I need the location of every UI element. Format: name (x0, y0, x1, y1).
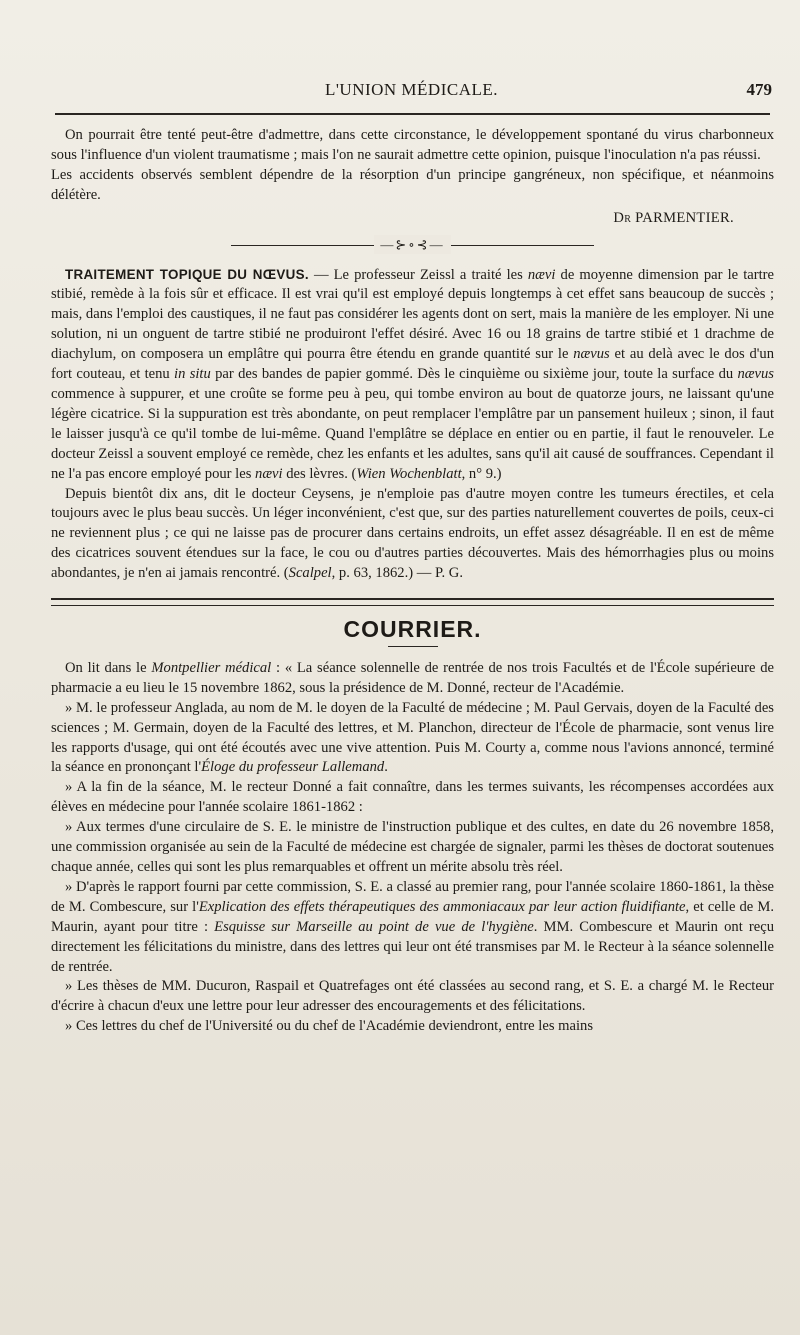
italic-run: nævi (527, 266, 556, 283)
text-run: et au delà avec le dos d'un fort couteau, et tenu (51, 346, 774, 383)
heading-rule (388, 646, 438, 647)
paragraph (51, 485, 774, 585)
italic-run: Explication des effets thérapeutiques des ammoniacaux par leur action fluidifiante (198, 898, 686, 915)
header-rule (55, 113, 770, 115)
text-run: , et celle de M. Maurin, ayant pour titre : (51, 898, 774, 935)
text-run: On lit dans le (65, 659, 152, 676)
section-courrier (51, 616, 774, 1037)
text-run: des lèvres. ( (282, 465, 357, 482)
article-charbon (51, 126, 774, 229)
author-signature: Dr PARMENTIER. (613, 209, 734, 226)
text-run: , p. 63, 1862.) — P. G. (331, 565, 463, 582)
italic-run: in situ (174, 366, 211, 383)
article-heading: TRAITEMENT TOPIQUE DU NŒVUS. (65, 266, 309, 282)
page-content (51, 126, 774, 1037)
article-naevus (51, 265, 774, 585)
paragraph: » Les thèses de MM. Ducuron, Raspail et Quatrefages ont été classées au second rang, et S. E. a chargé M. le Recteur d'écrire à chacun d'eux une lettre pour leur adresser des encouragements et des félicitations. (51, 978, 774, 1015)
italic-run: Scalpel (288, 565, 332, 582)
text-run: par des bandes de papier gommé. Dès le cinquième ou sixième jour, toute la surface du (210, 366, 738, 383)
text-run: » M. le professeur Anglada, au nom de M. le doyen de la Faculté de médecine ; M. Paul Gervais, doyen de la Faculté des sciences ; M. Germain, doyen de la Faculté des lettres, et M. Planchon, directeur de l'École de pharmacie, sont venus lire les rapports d'usage, qui ont été écoutés avec une vive attention. Puis M. Courty a, comme nous l'avions annoncé, terminé la séance en prononçant l' (51, 699, 774, 776)
italic-run: Éloge du professeur Lallemand (201, 759, 385, 776)
paragraph (51, 699, 774, 779)
text-run: » D'après le rapport fourni par cette commission, S. E. a classé au premier rang, pour l'année scolaire 1860-1861, la thèse de M. Combescure, sur l' (51, 878, 774, 915)
text-run: de moyenne dimension par le tartre stibié, remède à la fois sûr et efficace. Il est vrai qu'il est employé depuis longtemps à cet effet sans beaucoup de succès ; mais, dans l'emploi des caustiques, il ne faut pas considérer les agents dont on sert, mais la manière de les employer. Ni une solution, ni un onguent de tartre stibié ne produiront l'effet désiré. Avec 16 ou 18 grains de tartre stibié et 1 drachme de diachylum, on composera un emplâtre qui pourra être étendu en grande quantité sur le (51, 266, 775, 363)
paragraph (51, 878, 774, 978)
italic-run: nævus (573, 346, 610, 363)
text-run: Depuis bientôt dix ans, dit le docteur Ceysens, je n'emploie pas d'autre moyen contre les tumeurs érectiles, et cela toujours avec le plus beau succès. Un léger inconvénient, c'est que, sur des parties naturellement couvertes de poils, ceux-ci ne reviennent plus ; ce qui ne laisse pas de procurer dans certains endroits, un effet assez désagréable. Il en est de même des cicatrices souvent étendues sur la face, le cou ou d'autres parties découvertes. Mais des hémorrhagies plus ou moins abondantes, je n'en ai jamais rencontré. ( (51, 485, 774, 582)
section-double-rule (51, 598, 774, 606)
ornament-glyph: —⊱∘⊰— (374, 235, 450, 255)
text-run: . (384, 759, 388, 776)
text-run: — Le professeur Zeissl a traité les (308, 266, 528, 283)
italic-run: nævi (255, 465, 283, 482)
text-run: , n° 9.) (461, 465, 502, 482)
page-number: 479 (746, 80, 772, 99)
italic-run: Wien Wochenblatt (356, 465, 462, 482)
text-run: . MM. Combescure et Maurin ont reçu directement les félicitations du ministre, dans des lettres qui leur ont été transmises par M. le Recteur à la séance solennelle de rentrée. (51, 918, 774, 975)
section-ornament (51, 235, 774, 255)
paragraph (51, 265, 774, 485)
paragraph: » Aux termes d'une circulaire de S. E. le ministre de l'instruction publique et des cultes, en date du 26 novembre 1858, une commission organisée au sein de la Faculté de médecine est chargée de signaler, parmi les thèses de doctorat soutenues chaque année, celles qui sont les plus remarquables et offrent un mérite absolu très réel. (51, 819, 774, 875)
paragraph: » A la fin de la séance, M. le recteur Donné a fait connaître, dans les termes suivants, les récompenses accordées aux élèves en médecine pour l'année scolaire 1861-1862 : (51, 779, 774, 816)
paragraph (51, 659, 774, 699)
italic-run: Montpellier médical (151, 659, 272, 676)
paragraph: Les accidents observés semblent dépendre de la résorption d'un principe gangréneux, non spécifique, et néanmoins délétère. (51, 166, 774, 203)
italic-run: nævus (737, 366, 774, 383)
paragraph: On pourrait être tenté peut-être d'admettre, dans cette circonstance, le développement spontané du virus charbonneux sous l'influence d'un violent traumatisme ; mais l'on ne saurait admettre cette opinion, puisque l'inoculation n'a pas réussi. (51, 127, 774, 163)
page-header (51, 80, 772, 104)
section-heading: COURRIER. (343, 616, 482, 643)
italic-run: Esquisse sur Marseille au point de vue de l'hygiène (214, 918, 534, 935)
journal-title: L'UNION MÉDICALE. (324, 80, 499, 99)
text-run: : « La séance solennelle de rentrée de nos trois Facultés et de l'École supérieure de pharmacie a eu lieu le 15 novembre 1862, sous la présidence de M. Donné, recteur de l'Académie. (51, 659, 774, 696)
paragraph: » Ces lettres du chef de l'Université ou du chef de l'Académie deviendront, entre les mains (65, 1018, 594, 1035)
text-run: commence à suppurer, et une croûte se forme peu à peu, qui tombe environ au bout de quatorze jours, ne laissant qu'une légère cicatrice. Si la suppuration est très abondante, on peut remplacer l'emplâtre par un pansement huileux ; sinon, il faut le laisser jusqu'à ce qu'il tombe de lui-même. Quand l'emplâtre se déplace en entier ou en partie, il faut le renouveler. Le docteur Zeissl a souvent employé ce remède, chez les enfants et les adultes, sans qu'il ait causé de souffrances. Cependant il ne l'a pas encore employé pour les (51, 385, 774, 482)
